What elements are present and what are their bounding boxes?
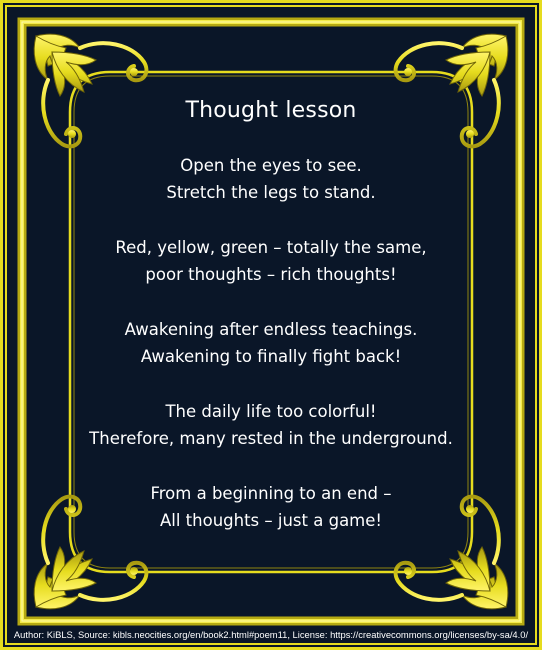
stanza-5 (60, 480, 482, 534)
poem-body (60, 96, 482, 562)
poem-line: Therefore, many rested in the underground. (89, 429, 453, 448)
stanza-1 (60, 152, 482, 206)
poem-title: Thought lesson (185, 98, 357, 123)
poem-line: Open the eyes to see. (180, 156, 362, 175)
poem-line: The daily life too colorful! (165, 402, 377, 421)
stanza-2 (60, 234, 482, 288)
stanza-3 (60, 316, 482, 370)
stanza-4 (60, 398, 482, 452)
attribution-caption: Author: KiBLS, Source: kibls.neocities.org/en/book2.html#poem11, License: https://creativecommons.org/licenses/by-sa/4.0/ (13, 629, 529, 640)
poem-line: From a beginning to an end – (150, 484, 392, 503)
poem-line: All thoughts – just a game! (159, 511, 383, 530)
poem-line: Awakening to finally fight back! (140, 347, 402, 366)
poem-line: Awakening after endless teachings. (124, 320, 418, 339)
poem-line: Stretch the legs to stand. (166, 183, 376, 202)
poem-line: Red, yellow, green – totally the same, (115, 238, 427, 257)
poem-line: poor thoughts – rich thoughts! (145, 265, 397, 284)
